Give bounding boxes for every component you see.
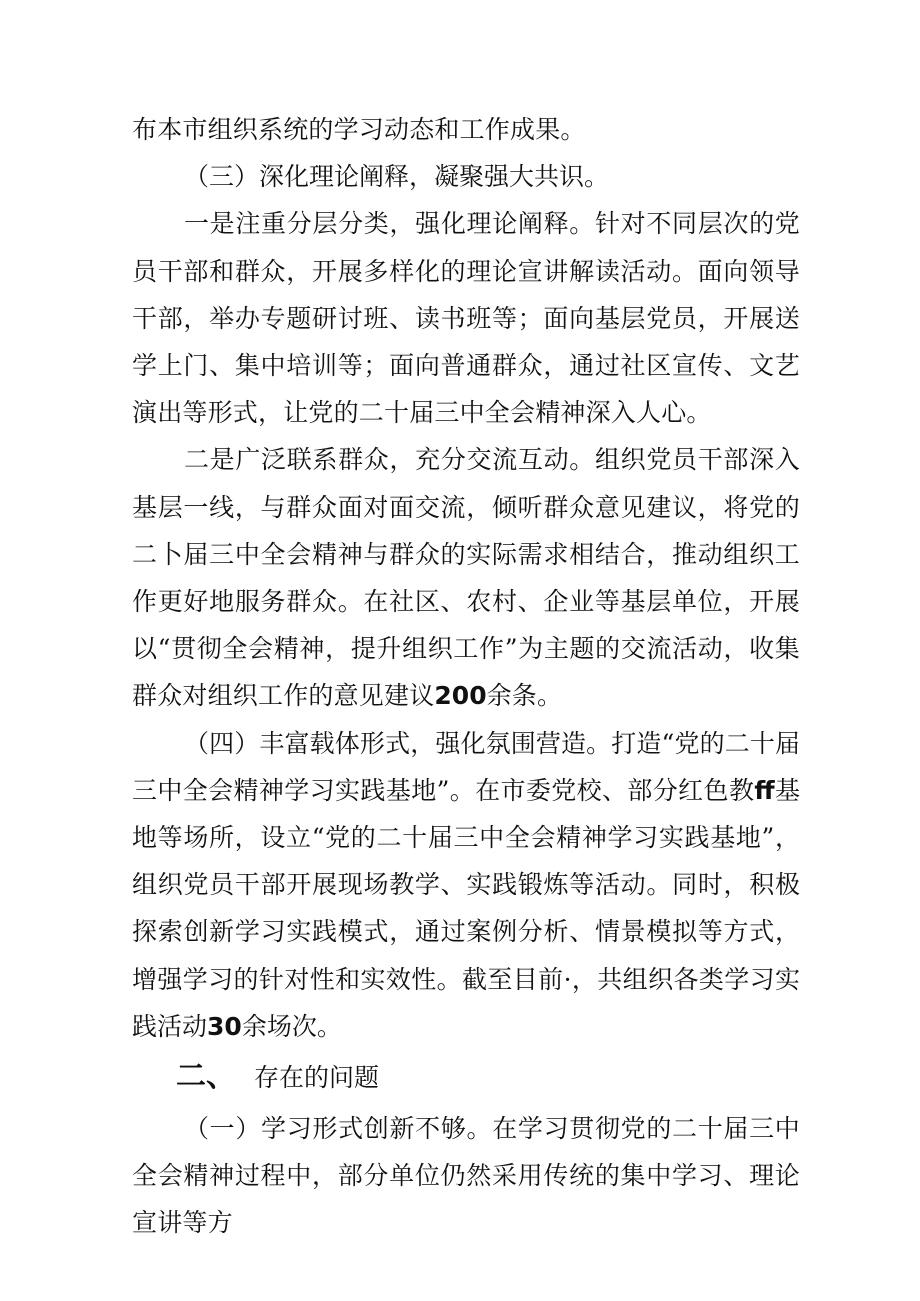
typo-ff: ff — [754, 775, 775, 805]
paragraph-contact-masses-end: 余条。 — [486, 681, 563, 711]
paragraph-carrier-forms-end: 余场次。 — [241, 1011, 342, 1041]
count-number: 200 — [434, 681, 487, 711]
section-title: 存在的问题 — [254, 1063, 380, 1093]
paragraph-contact-masses — [132, 436, 800, 719]
paragraph-continuation: 布本市组织系统的学习动态和工作成果。 — [132, 115, 586, 144]
section-heading — [132, 1052, 800, 1103]
subheading-three: （三）深化理论阐释，凝聚强大共识。 — [184, 162, 610, 192]
paragraph-contact-masses-text: 二是广泛联系群众，充分交流互动。组织党员干部深入基层一线，与群众面对面交流，倾听群众意见建议，将党的二卜届三中全会精神与群众的实际需求相结合，推动组织工作更好地服务群众。在社区、农村、企业等基层单位，开展以“贯彻全会精神，提升组织工作”为主题的交流活动，收集群众对组织工作的意见建议 — [132, 445, 800, 711]
paragraph-carrier-forms-text-a: （四）丰富载体形式，强化氛围营造。打造“党的二十届三中全会精神学习实践基地”。在市委党校、部分红色教 — [132, 728, 800, 805]
paragraph-layered-explanation: 一是注重分层分类，强化理论阐释。针对不同层次的党员干部和群众，开展多样化的理论宣讲解读活动。面向领导干部，举办专题研讨班、读书班等；面向基层党员，开展送学上门、集中培训等；面向普通群众，通过社区宣传、文艺演出等形式，让党的二十届三中全会精神深入人心。 — [132, 209, 800, 428]
activity-count-number: 30 — [207, 1011, 242, 1041]
paragraph-problem-one: （一）学习形式创新不够。在学习贯彻党的二十届三中全会精神过程中，部分单位仍然采用传统的集中学习、理论宣讲等方 — [132, 1114, 800, 1238]
paragraph-carrier-forms — [132, 720, 800, 1050]
paragraph-carrier-forms-text-b: 基地等场所，设立“党的二十届三中全会精神学习实践基地”，组织党员干部开展现场教学、实践锻炼等活动。同时，积极探索创新学习实践模式，通过案例分析、情景模拟等方式，增强学习的针对性和实效性。截至目前·，共组织各类学习实践活动 — [132, 775, 800, 1041]
section-number: 二、 — [176, 1059, 236, 1095]
document-body — [132, 106, 800, 1247]
